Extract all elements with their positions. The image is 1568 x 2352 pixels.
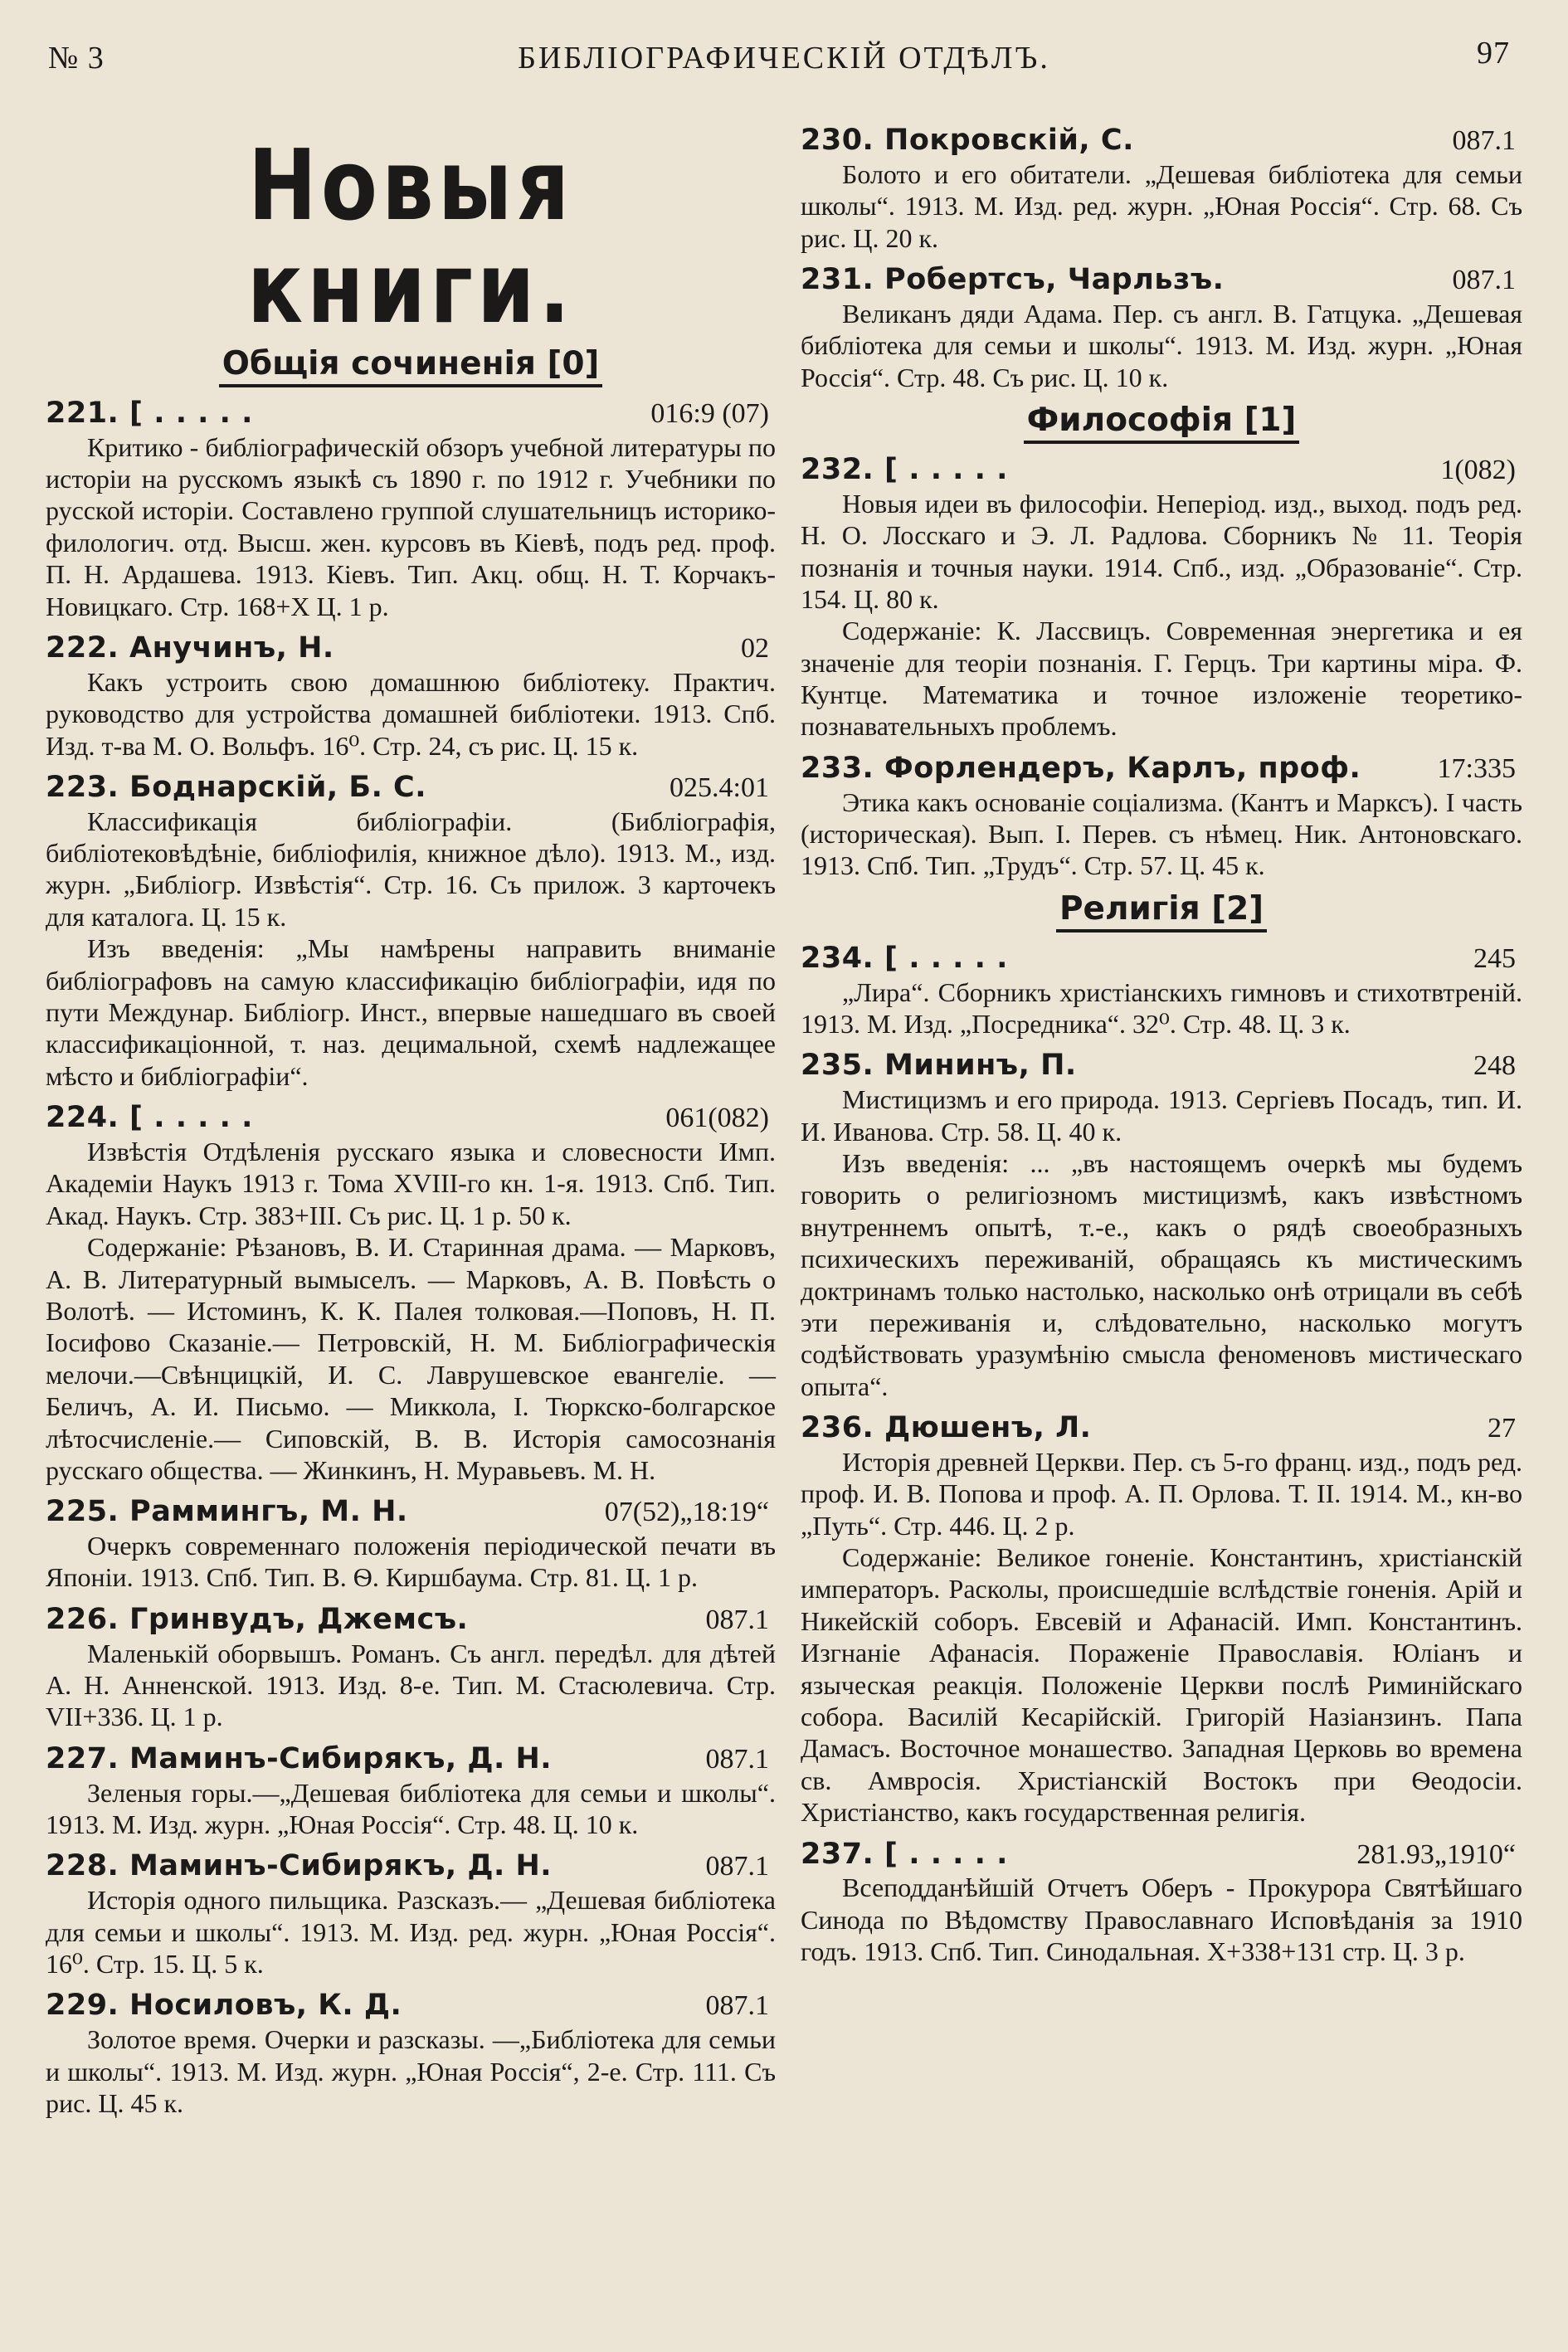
running-title: БИБЛІОГРАФИЧЕСКІЙ ОТДѢЛЪ. — [518, 41, 1050, 75]
entry-224 — [46, 1100, 776, 1486]
entry-body: Великанъ дяди Адама. Пер. съ англ. В. Гатцука. „Дешевая библіотека для семьи и школы“. 1913. М. Изд. журн. „Юная Россія“. Стр. 48. Съ рис. Ц. 10 к. — [801, 298, 1522, 392]
entry-name: 223. Боднарскій, Б. С. — [46, 770, 427, 804]
entry-class: 087.1 — [705, 1990, 769, 2022]
entry-body: Извѣстія Отдѣленія русскаго языка и словесности Имп. Академіи Наукъ 1913 г. Тома XVIII-го кн. 1-я. 1913. Спб. Тип. Акад. Наукъ. Стр. 383+III. Съ рис. Ц. 1 р. 50 к. — [46, 1137, 776, 1230]
right-column — [801, 123, 1522, 1976]
entry-232 — [801, 452, 1522, 743]
entry-name: 235. Мининъ, П. — [801, 1049, 1077, 1083]
entry-name: 222. Анучинъ, Н. — [46, 631, 334, 665]
entry-note: Содержаніе: Великое гоненіе. Константинъ, христіанскій императоръ. Расколы, происшедшіе вслѣдствіе гоненія. Арій и Никейскій соборъ. Евсевій и Афанасій. Имп. Константинъ. Изгнаніе Афанасія. Пораженіе Православія. Юліанъ и языческая реакція. Положеніе Церкви послѣ Риминійскаго собора. Василій Кесарійскій. Григорій Назіанзинъ. Папа Дамасъ. Восточное монашество. Западная Церковь во времена св. Амвросія. Христіанскій Востокъ при Ѳеодосіи. Христіанство, какъ государственная религія. — [801, 1542, 1522, 1828]
entry-234 — [801, 941, 1522, 1040]
entry-class: 248 — [1473, 1050, 1516, 1082]
entry-body: Исторія древней Церкви. Пер. съ 5-го франц. изд., подъ ред. проф. И. В. Попова и проф. А. П. Орлова. Т. II. 1914. М., кн-во „Путь“. Стр. 446. Ц. 2 р. — [801, 1446, 1522, 1541]
entry-body: Очеркъ современнаго положенія періодической печати въ Японіи. 1913. Спб. Тип. В. Ѳ. Киршбаума. Стр. 81. Ц. 1 р. — [46, 1531, 776, 1593]
entry-class: 02 — [741, 632, 769, 664]
entry-name: 233. Форлендеръ, Карлъ, проф. — [801, 751, 1361, 785]
entry-note: Изъ введенія: „Мы намѣрены направить вниманіе библіографовъ на самую классификацію библіографіи, идя по пути Междунар. Библіогр. Инст., впервые нашедшаго въ своей классификаціонной, т. наз. децимальной, схемѣ надлежащее мѣсто и библіографіи“. — [46, 933, 776, 1091]
entry-class: 281.93„1910“ — [1356, 1838, 1516, 1870]
entry-235 — [801, 1048, 1522, 1402]
entry-body: Какъ устроить свою домашнюю библіотеку. Практич. руководство для устройства домашней библіотеки. 1913. Спб. Изд. т-ва М. О. Вольфъ. 16⁰. Стр. 24, съ рис. Ц. 15 к. — [46, 666, 776, 761]
page-number: 97 — [1477, 36, 1510, 71]
entry-name: 231. Робертсъ, Чарльзъ. — [801, 262, 1225, 296]
entry-class: 27 — [1488, 1413, 1516, 1444]
entry-225 — [46, 1494, 776, 1594]
entry-236 — [801, 1410, 1522, 1828]
entry-class: 016:9 (07) — [650, 397, 769, 429]
section-heading-religion: Религія [2] — [801, 890, 1522, 933]
entry-name: 225. Раммингъ, М. Н. — [46, 1495, 408, 1529]
issue-number: № 3 — [48, 41, 105, 75]
entry-name: 227. Маминъ-Сибирякъ, Д. Н. — [46, 1741, 553, 1775]
entry-body: Мистицизмъ и его природа. 1913. Сергіевъ Посадъ, тип. И. И. Иванова. Стр. 58. Ц. 40 к. — [801, 1084, 1522, 1147]
entry-note: Содержаніе: К. Лассвицъ. Современная энергетика и ея значеніе для теоріи познанія. Г. Герцъ. Три картины міра. Ф. Кунтце. Математика и точное изложеніе теоретико-познавательныхъ проблемъ. — [801, 616, 1522, 742]
section-heading-general: Общія сочиненія [0] — [46, 345, 776, 387]
entry-body: Критико - библіографическій обзоръ учебной литературы по исторіи на русскомъ языкѣ съ 1890 г. по 1912 г. Учебники по русской исторіи. Составлено группой слушательницъ историко-филологич. отд. Высш. жен. курсовъ въ Кіевѣ, подъ ред. проф. П. Н. Ардашева. 1913. Кіевъ. Тип. Акц. общ. Н. Т. Корчакъ-Новицкаго. Стр. 168+X Ц. 1 р. — [46, 431, 776, 621]
entry-name: 230. Покровскій, С. — [801, 124, 1134, 157]
entry-body: Всеподданѣйшій Отчетъ Оберъ - Прокурора Святѣйшаго Синода по Вѣдомству Православнаго Исповѣданія за 1910 годъ. 1913. Спб. Тип. Синодальная. X+338+131 стр. Ц. 3 р. — [801, 1872, 1522, 1967]
entry-223 — [46, 770, 776, 1092]
entry-class: 1(082) — [1440, 454, 1516, 485]
entry-class: 087.1 — [1452, 264, 1516, 295]
entry-228 — [46, 1848, 776, 1979]
entry-name: 234. [ . . . . . — [801, 941, 1008, 975]
entry-230 — [801, 123, 1522, 254]
entry-body: Классификація библіографіи. (Библіографія, библіотековѣдѣніе, библіофилія, книжное дѣло). 1913. М., изд. журн. „Библіогр. Извѣстія“. Стр. 16. Съ прилож. 3 карточекъ для каталога. Ц. 15 к. — [46, 806, 776, 932]
entry-class: 087.1 — [705, 1851, 769, 1882]
entry-body: Золотое время. Очерки и разсказы. —„Библіотека для семьи и школы“. 1913. М. Изд. журн. „Юная Россія“, 2-е. Стр. 111. Съ рис. Ц. 45 к. — [46, 2024, 776, 2118]
entry-231 — [801, 262, 1522, 393]
entry-body: Болото и его обитатели. „Дешевая библіотека для семьи школы“. 1913. М. Изд. ред. журн. „Юная Россія“. Стр. 68. Съ рис. Ц. 20 к. — [801, 158, 1522, 253]
entry-note: Содержаніе: Рѣзановъ, В. И. Старинная драма. — Марковъ, А. В. Литературный вымыселъ. — Марковъ, А. В. Повѣсть о Волотѣ. — Истоминъ, К. К. Палея толковая.—Поповъ, Н. П. Іосифово Сказаніе.— Петровскій, Н. М. Библіографическія мелочи.—Свѣнцицкій, И. С. Лаврушевское евангеліе. — Беличъ, А. И. Письмо. — Миккола, I. Тюркско-болгарское лѣтосчисленіе.— Сиповскій, В. В. Исторія самосознанія русскаго общества. — Жинкинъ, Н. Муравьевъ. М. Н. — [46, 1232, 776, 1485]
main-title: Новыя книги. — [246, 128, 575, 345]
entry-233 — [801, 751, 1522, 882]
entry-class: 087.1 — [1452, 125, 1516, 156]
entry-name: 236. Дюшенъ, Л. — [801, 1411, 1092, 1445]
entry-name: 232. [ . . . . . — [801, 452, 1008, 486]
entry-class: 087.1 — [705, 1743, 769, 1775]
entry-name: 224. [ . . . . . — [46, 1101, 253, 1135]
entry-227 — [46, 1741, 776, 1841]
entry-class: 087.1 — [705, 1604, 769, 1635]
entry-name: 228. Маминъ-Сибирякъ, Д. Н. — [46, 1849, 553, 1883]
entry-class: 17:335 — [1437, 752, 1516, 784]
left-column — [46, 124, 776, 2127]
entry-body: Этика какъ основаніе соціализма. (Кантъ и Марксъ). I часть (историческая). Вып. I. Перев. съ нѣмец. Ник. Антоновскаго. 1913. Спб. Тип. „Трудъ“. Стр. 57. Ц. 45 к. — [801, 786, 1522, 881]
entry-body: Зеленыя горы.—„Дешевая библіотека для семьи и школы“. 1913. М. Изд. журн. „Юная Россія“. Стр. 48. Ц. 10 к. — [46, 1777, 776, 1840]
entry-body: Исторія одного пильщика. Разсказъ.— „Дешевая библіотека для семьи и школы“. 1913. М. Изд. ред. журн. „Юная Россія“. 16⁰. Стр. 15. Ц. 5 к. — [46, 1885, 776, 1979]
entry-221 — [46, 396, 776, 622]
entry-name: 226. Гринвудъ, Джемсъ. — [46, 1602, 469, 1636]
section-heading-philosophy: Философія [1] — [801, 402, 1522, 444]
entry-name: 229. Носиловъ, К. Д. — [46, 1989, 402, 2023]
entry-226 — [46, 1602, 776, 1733]
entry-229 — [46, 1988, 776, 2119]
entry-class: 025.4:01 — [670, 772, 769, 803]
entry-body: „Лира“. Сборникъ христіанскихъ гимновъ и стихотвтреній. 1913. М. Изд. „Посредника“. 32⁰. Стр. 48. Ц. 3 к. — [801, 976, 1522, 1040]
entry-class: 245 — [1473, 942, 1516, 974]
entry-222 — [46, 631, 776, 762]
entry-name: 237. [ . . . . . — [801, 1837, 1008, 1871]
entry-name: 221. [ . . . . . — [46, 396, 253, 430]
entry-body: Новыя идеи въ философіи. Неперіод. изд., выход. подъ ред. Н. О. Лосскаго и Э. Л. Радлова. Сборникъ № 11. Теорія познанія и точныя науки. 1914. Спб., изд. „Образованіе“. Стр. 154. Ц. 80 к. — [801, 488, 1522, 614]
entry-body: Маленькій оборвышъ. Романъ. Съ англ. передѣл. для дѣтей А. Н. Анненской. 1913. Изд. 8-е. Тип. М. Стасюлевича. Стр. VII+336. Ц. 1 р. — [46, 1638, 776, 1732]
entry-class: 07(52)„18:19“ — [604, 1497, 769, 1528]
entry-237 — [801, 1837, 1522, 1968]
entry-note: Изъ введенія: ... „въ настоящемъ очеркѣ мы будемъ говорить о религіозномъ мистицизмѣ, какъ извѣстномъ внутреннемъ опытѣ, т.-е., какъ о рядѣ своеобразныхъ психическихъ переживаній, обращаясь къ мистическимъ доктринамъ только настолько, насколько онѣ отрицали въ себѣ эти переживанія и, слѣдовательно, насколько могутъ содѣйствовать уразумѣнію смысла феноменовъ мистическаго опыта“. — [801, 1147, 1522, 1401]
entry-class: 061(082) — [665, 1103, 769, 1134]
